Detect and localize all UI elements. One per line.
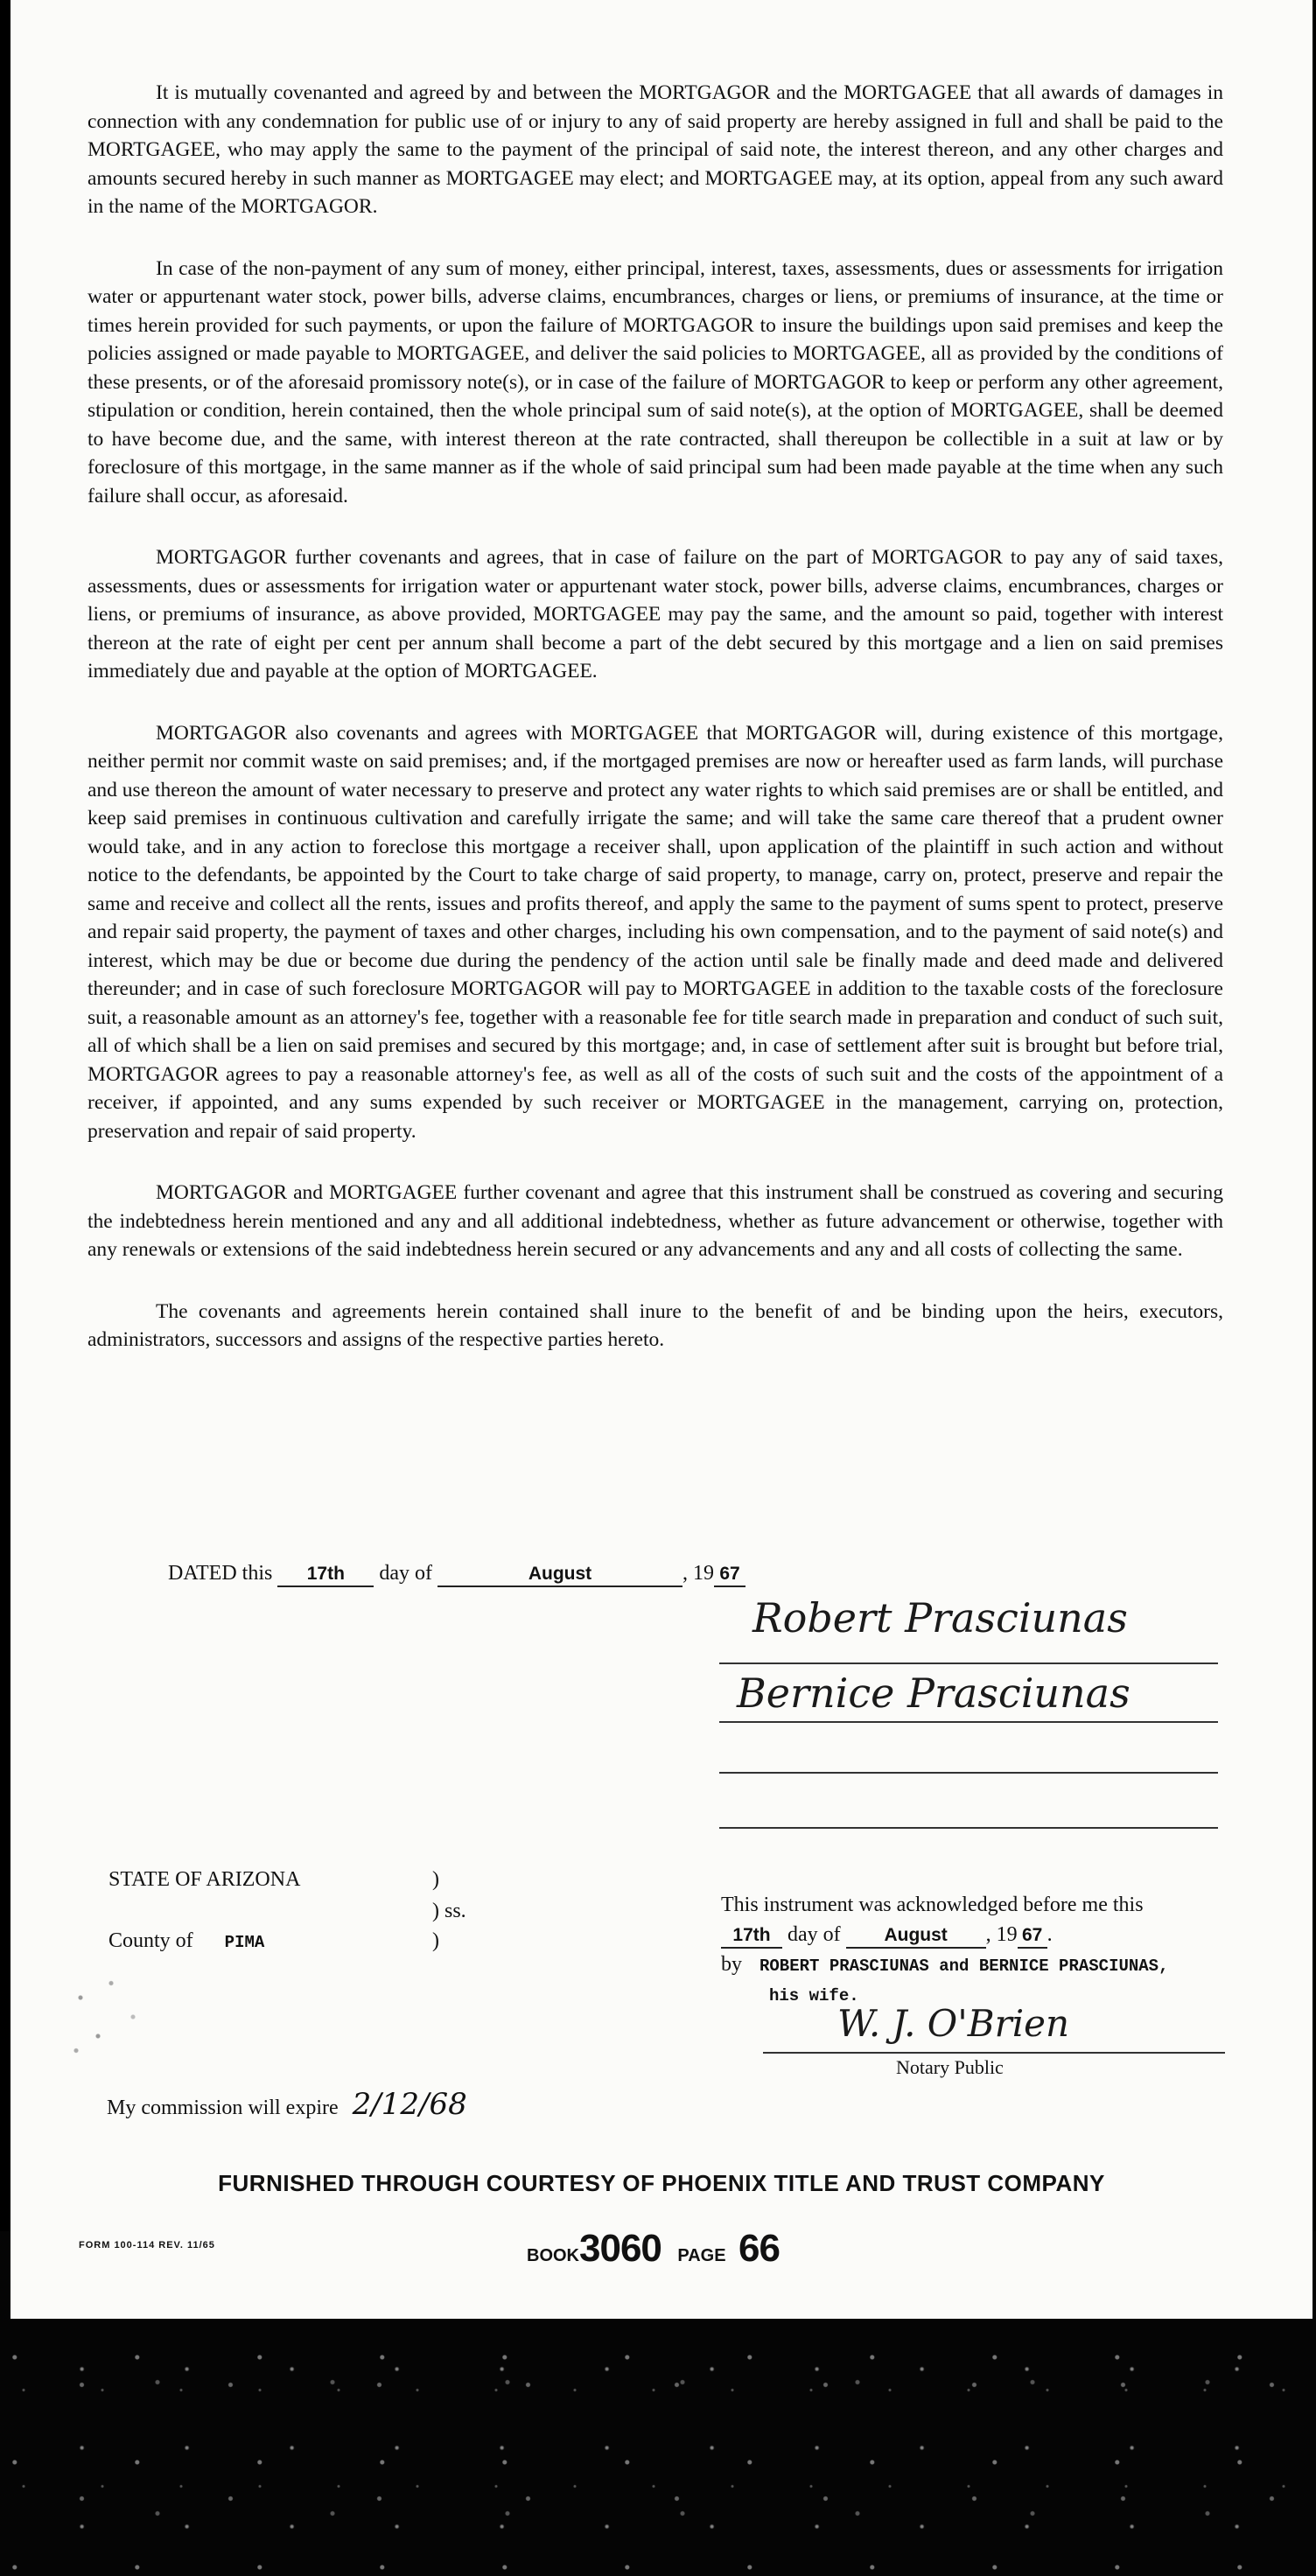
notary-signature-line: [763, 2052, 1225, 2054]
ack-year: 67: [1018, 1924, 1047, 1949]
mortgage-text: [88, 79, 1223, 1388]
notary-title: Notary Public: [896, 2056, 1004, 2078]
signature-bernice: Bernice Prasciunas: [737, 1670, 1130, 1717]
acknowledgment-block: [721, 1890, 1281, 2011]
signature-notary: W. J. O'Brien: [837, 2002, 1070, 2045]
dated-year: 67: [714, 1563, 746, 1587]
venue-block: [108, 1868, 466, 1952]
signature-line-2: [719, 1721, 1218, 1723]
ack-month: August: [846, 1924, 986, 1949]
page-label: PAGE: [677, 2246, 726, 2265]
paragraph-indebtedness: MORTGAGOR and MORTGAGEE further covenant and agree that this instrument shall be construed as covering and securing the indebtedness herein mentioned and any and all additional indebtedness, whether as future advancement or otherwise, together with any renewals or extensions of the said indebtedness herein secured or any advancements and any and all costs of collecting the same.: [88, 1181, 1223, 1261]
page-number: 66: [738, 2227, 780, 2270]
dated-month: August: [438, 1563, 682, 1587]
county-label: County of: [108, 1929, 193, 1952]
commission-date: 2/12/68: [352, 2087, 467, 2122]
book-label: BOOK: [527, 2246, 579, 2265]
paragraph-default: In case of the non-payment of any sum of money, either principal, interest, taxes, assessments, dues or assessments for irrigation water or appurtenant water stock, power bills, adverse claims, encumbrances, charges or liens, or premiums of insurance, at the time or times herein provided for such payments, or upon the failure of MORTGAGOR to insure the buildings upon said premises and keep the policies assigned or made payable to MORTGAGEE, and deliver the said policies to MORTGAGEE, all as provided by the conditions of these presents, or of the aforesaid promissory note(s), or in case of the failure of MORTGAGOR to keep or perform any other agreement, stipulation or condition, herein contained, then the whole principal sum of said note(s), at the option of MORTGAGEE, shall be deemed to have become due, and the same, with interest thereon at the rate contracted, shall thereupon be collectible in a suit at law or by foreclosure of this mortgage, in the same manner as if the whole of said principal sum had been made payable at the time when any such failure shall occur, as aforesaid.: [88, 256, 1223, 508]
ack-year-prefix: , 19: [985, 1923, 1018, 1946]
document-page: [10, 0, 1312, 2319]
ack-year-suffix: .: [1046, 1923, 1053, 1946]
signature-line-4: [719, 1827, 1218, 1829]
notary-seal-impression: [63, 1969, 150, 2065]
commission-line: [107, 2087, 467, 2122]
signature-line-1: [719, 1662, 1218, 1664]
paragraph-waste-and-receiver: MORTGAGOR also covenants and agrees with MORTGAGEE that MORTGAGOR will, during existence of this mortgage, neither permit nor commit waste on said premises; and, if the mortgaged premises are now or hereafter used as farm lands, will purchase and use thereon the amount of water necessary to preserve and protect any water rights to which said premises are or shall be entitled, and keep said premises in continuous cultivation and carefully irrigate the same; and will take the same care thereof that a prudent owner would take, and in any action to foreclose this mortgage a receiver shall, upon application of the plaintiff in such action and without notice to the defendants, be appointed by the Court to take charge of said property, to manage, carry on, protect, preserve and repair the same and receive and collect all the rents, issues and profits thereof, and apply the same to the payment of sums spent to protect, preserve and repair said property, the payment of taxes and other charges, including his own compensation, and to the payment of said note(s) and interest, which may be due or become due during the pendency of the action until sale be finally made and deed made and delivered thereunder; and in case of such foreclosure MORTGAGOR will pay to MORTGAGEE in addition to the taxable costs of the foreclosure suit, a reasonable amount as an attorney's fee, together with a reasonable fee for title search made in preparation and conduct of such suit, all of which shall be a lien on said premises and secured by this mortgage; and, in case of settlement after suit is brought but before trial, MORTGAGOR agrees to pay a reasonable attorney's fee, as well as all of the costs of such suit and the costs of the appointment of a receiver, if appointed, and any sums expended by such receiver or MORTGAGEE in the management, carrying on, protection, preservation and repair of said property.: [88, 721, 1223, 1143]
ack-names: ROBERT PRASCIUNAS and BERNICE PRASCIUNAS,: [760, 1956, 1169, 1976]
signature-robert: Robert Prasciunas: [752, 1594, 1128, 1642]
ack-day: 17th: [721, 1924, 782, 1949]
signature-line-3: [719, 1772, 1218, 1774]
county-name: PIMA: [224, 1933, 265, 1952]
form-number: FORM 100-114 REV. 11/65: [79, 2240, 215, 2250]
book-number: 3060: [579, 2227, 662, 2270]
commission-label: My commission will expire: [107, 2096, 339, 2119]
state-name: STATE OF ARIZONA: [108, 1868, 301, 1891]
ack-intro: This instrument was acknowledged before me this: [721, 1894, 1144, 1916]
dated-prefix: DATED this: [168, 1562, 273, 1585]
paragraph-binding: The covenants and agreements herein contained shall inure to the benefit of and be binding upon the heirs, executors, administrators, successors and assigns of the respective parties hereto.: [88, 1299, 1223, 1351]
paragraph-payment-by-mortgagee: MORTGAGOR further covenants and agrees, that in case of failure on the part of MORTGAGOR to pay any of said taxes, assessments, dues or assessments for irrigation water or appurtenant water stock, power bills, adverse claims, encumbrances, charges or liens, or premiums of insurance, as above provided, MORTGAGEE may pay the same, and the amount so paid, together with interest thereon at the rate of eight per cent per annum shall become a part of the debt secured by this mortgage and a lien on said premises immediately due and payable at the option of MORTGAGEE.: [88, 546, 1223, 682]
venue-bracket-1: ): [432, 1868, 439, 1891]
venue-bracket-3: ): [432, 1929, 439, 1952]
dated-year-prefix: , 19: [682, 1562, 714, 1585]
ack-day-of: day of: [788, 1923, 841, 1946]
dated-day: 17th: [277, 1563, 374, 1587]
dated-line: [168, 1562, 746, 1587]
ack-names-2: his wife.: [769, 1986, 859, 2006]
venue-ss: ) ss.: [432, 1900, 466, 1922]
dated-day-of: day of: [379, 1562, 432, 1585]
paragraph-condemnation: It is mutually covenanted and agreed by and between the MORTGAGOR and the MORTGAGEE that all awards of damages in connection with any condemnation for public use of or injury to any of said property are hereby assigned in full and shall be paid to the MORTGAGEE, who may apply the same to the payment of the principal of said note, the interest thereon, and any other charges and amounts secured hereby in such manner as MORTGAGEE may elect; and MORTGAGEE may, at its option, appeal from any such award in the name of the MORTGAGOR.: [88, 81, 1223, 218]
ack-by: by: [721, 1953, 742, 1976]
courtesy-line: FURNISHED THROUGH COURTESY OF PHOENIX TITLE AND TRUST COMPANY: [218, 2170, 1105, 2196]
book-page-stamp: [527, 2227, 780, 2271]
